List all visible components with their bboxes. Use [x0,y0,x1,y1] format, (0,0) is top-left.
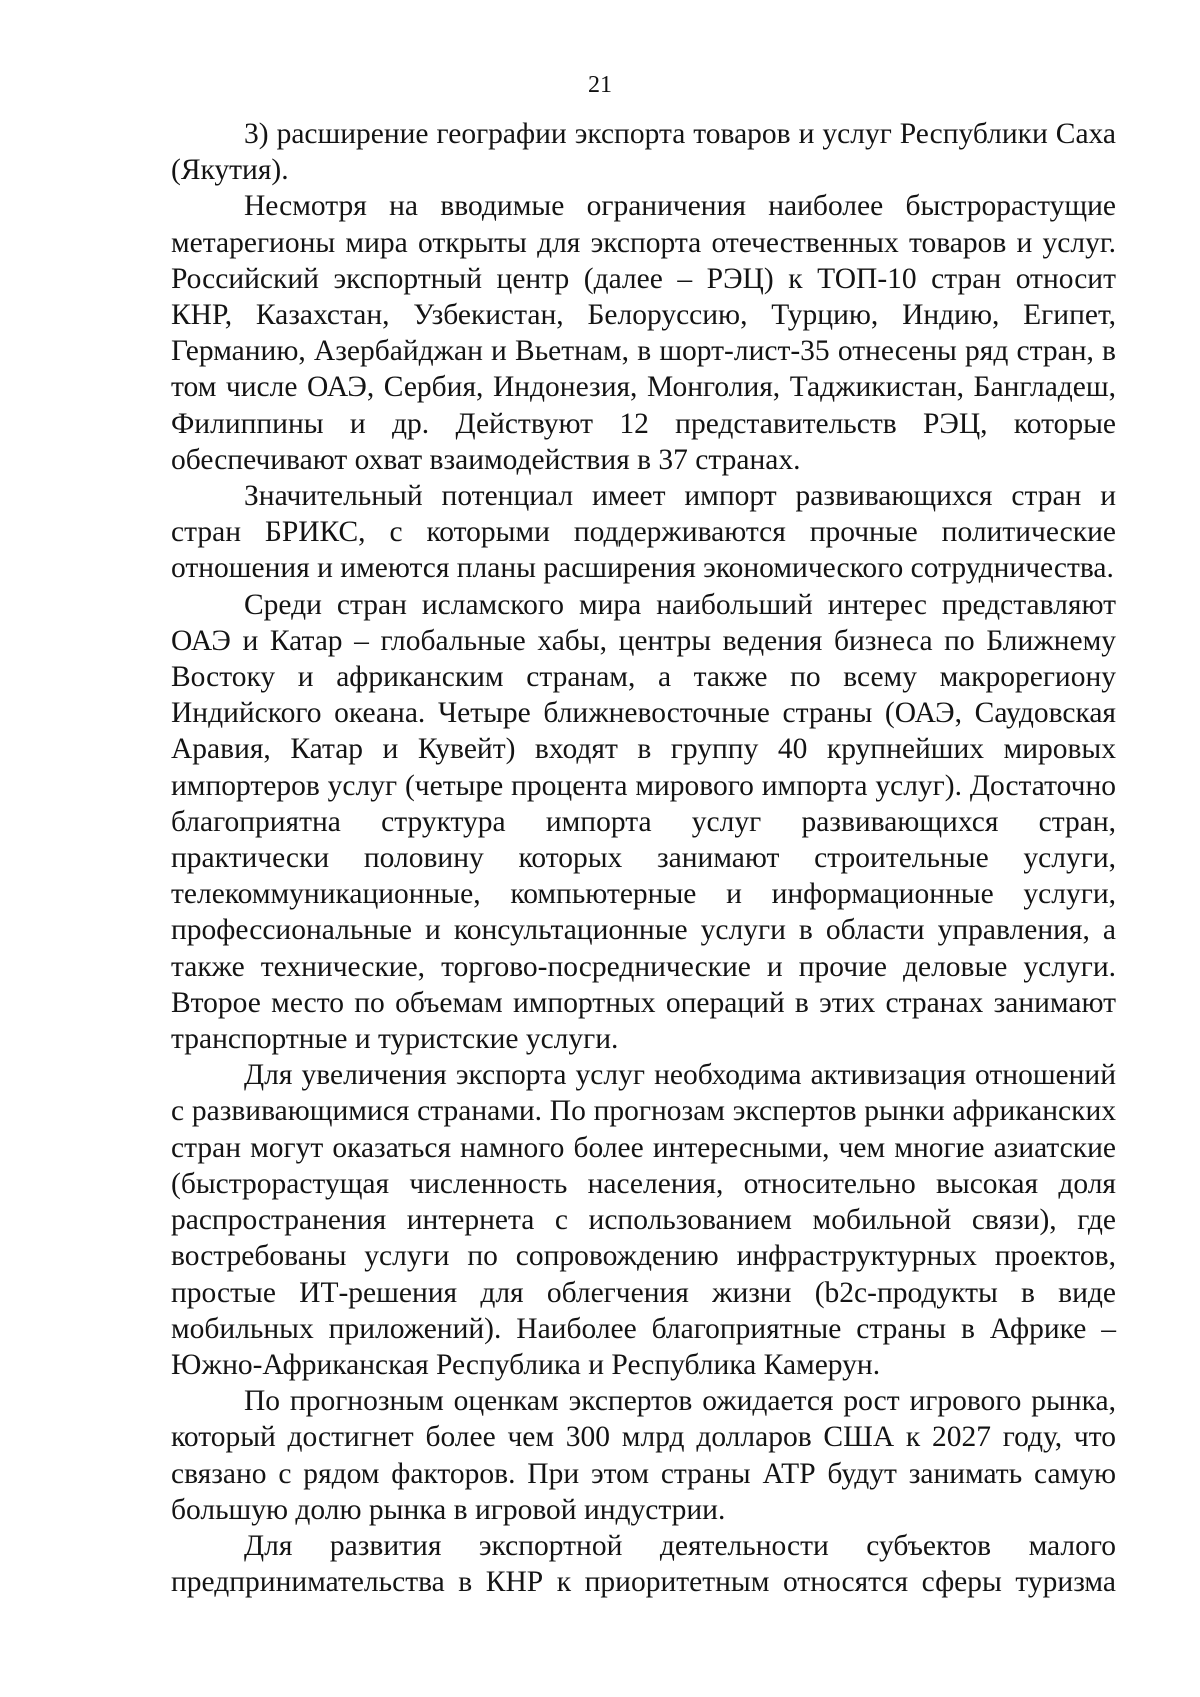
page-number: 21 [588,72,612,98]
paragraph-china-small-business: Для развития экспортной деятельности субъектов малого предпринимательства в КНР к приоритетным относятся сферы туризма [171,1529,1116,1599]
paragraph-brics-import: Значительный потенциал имеет импорт развивающихся стран и стран БРИКС, с которыми поддерживаются прочные политические отношения и имеются планы расширения экономического сотрудничества. [171,480,1116,585]
document-body [171,116,1116,1600]
paragraph-african-markets: Для увеличения экспорта услуг необходима активизация отношений с развивающимися странами. По прогнозам экспертов рынки африканских стран могут оказаться намного более интересными, чем многие азиатские (быстрорастущая численность населения, относительно высокая доля распространения интернета с использованием мобильной связи), где востребованы услуги по сопровождению инфраструктурных проектов, простые ИТ-решения для облегчения жизни (b2c-продукты в виде мобильных приложений). Наиболее благоприятные страны в Африке – Южно-Африканская Республика и Республика Камерун. [171,1059,1116,1381]
paragraph-gaming-market: По прогнозным оценкам экспертов ожидается рост игрового рынка, который достигнет более чем 300 млрд долларов США к 2027 году, что связано с рядом факторов. При этом страны АТР будут занимать самую большую долю рынка в игровой индустрии. [171,1385,1116,1526]
paragraph-islamic-world: Среди стран исламского мира наибольший интерес представляют ОАЭ и Катар – глобальные хабы, центры ведения бизнеса по Ближнему Востоку и африканским странам, а также по всему макрорегиону Индийского океана. Четыре ближневосточные страны (ОАЭ, Саудовская Аравия, Катар и Кувейт) входят в группу 40 крупнейших мировых импортеров услуг (четыре процента мирового импорта услуг). Достаточно благоприятна структура импорта услуг развивающихся стран, практически половину которых занимают строительные услуги, телекоммуникационные, компьютерные и информационные услуги, профессиональные и консультационные услуги в области управления, а также технические, торгово-посреднические и прочие деловые услуги. Второе место по объемам импортных операций в этих странах занимают транспортные и туристские услуги. [171,588,1116,1056]
paragraph-export-geography: 3) расширение географии экспорта товаров и услуг Республики Саха (Якутия). [171,118,1116,187]
paragraph-rec-top-countries: Несмотря на вводимые ограничения наиболее быстрорастущие метарегионы мира открыты для экспорта отечественных товаров и услуг. Российский экспортный центр (далее – РЭЦ) к ТОП-10 стран относит КНР, Казахстан, Узбекистан, Белоруссию, Турцию, Индию, Египет, Германию, Азербайджан и Вьетнам, в шорт-лист-35 отнесены ряд стран, в том числе ОАЭ, Сербия, Индонезия, Монголия, Таджикистан, Бангладеш, Филиппины и др. Действуют 12 представительств РЭЦ, которые обеспечивают охват взаимодействия в 37 странах. [171,190,1116,476]
